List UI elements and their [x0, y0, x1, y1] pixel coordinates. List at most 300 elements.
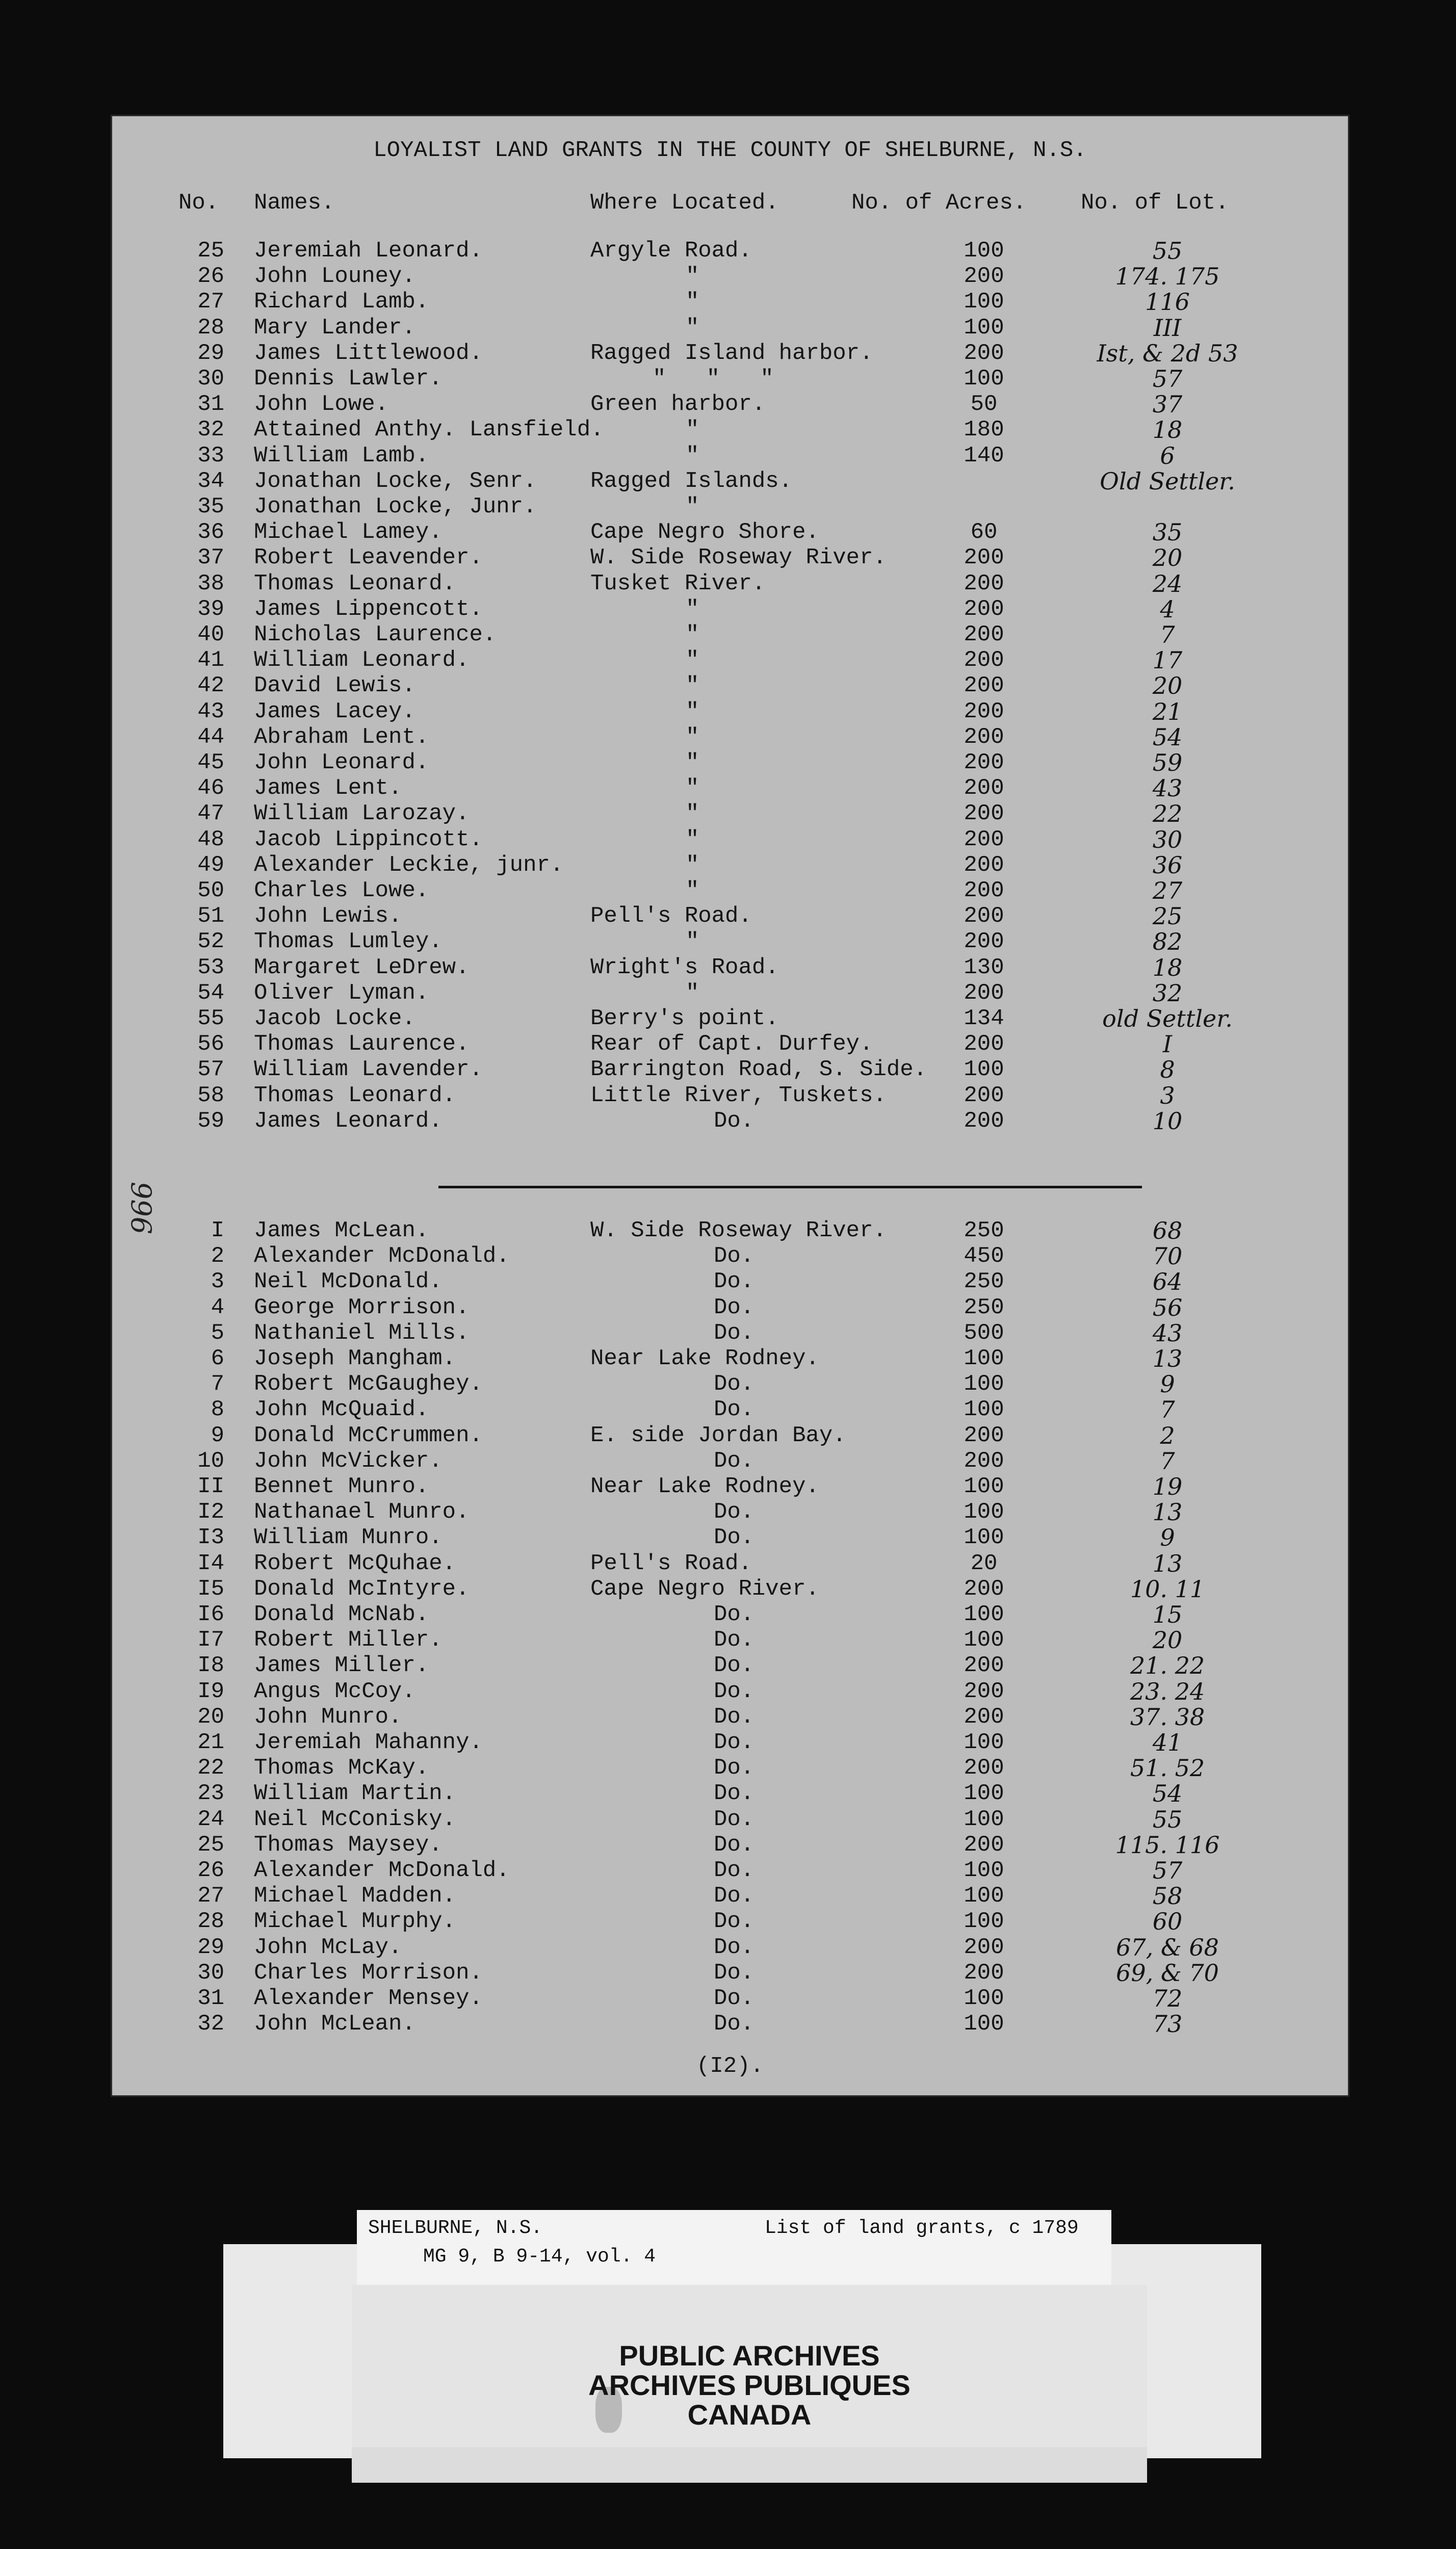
grant-number: 50 [197, 878, 224, 903]
grantee-name: James Lacey. [254, 698, 415, 724]
acres: 200 [964, 1576, 1004, 1602]
acres: 100 [964, 366, 1004, 392]
location: Do. [714, 1320, 755, 1346]
lot-number: 37. 38 [1130, 1703, 1205, 1731]
location: Do. [714, 1730, 755, 1755]
lot-number: 24 [1152, 569, 1183, 597]
acres: 200 [964, 852, 1004, 878]
grant-number: 41 [197, 647, 224, 673]
grant-number: 45 [197, 750, 224, 775]
lot-number: 9 [1160, 1524, 1175, 1552]
grant-number: 28 [197, 315, 224, 341]
grantee-name: Margaret LeDrew. [254, 954, 470, 980]
table-row [112, 749, 1348, 776]
grantee-name: Dennis Lawler. [254, 366, 443, 392]
grant-number: 4 [211, 1294, 224, 1320]
lot-number: 27 [1152, 877, 1183, 904]
grantee-name: William Munro. [254, 1525, 443, 1551]
acres: 200 [964, 340, 1004, 366]
lot-number: 37 [1152, 391, 1183, 419]
lot-number: 116 [1145, 288, 1190, 316]
acres: 100 [964, 1602, 1004, 1627]
acres: 250 [964, 1218, 1004, 1243]
lot-number: 32 [1152, 979, 1183, 1007]
table-row [112, 1601, 1348, 1628]
table-row [112, 1576, 1348, 1602]
grant-number: 31 [197, 1986, 224, 2011]
grant-number: I4 [197, 1550, 224, 1576]
grant-number: 46 [197, 775, 224, 801]
location: Pell's Road. [590, 903, 752, 929]
lot-number: 35 [1152, 518, 1183, 547]
lot-number: 13 [1152, 1498, 1183, 1526]
grant-number: 3 [211, 1269, 224, 1295]
grantee-name: Thomas Leonard. [254, 1082, 456, 1108]
location: Ragged Islands. [590, 468, 793, 494]
grant-number: 38 [197, 570, 224, 596]
table-row [112, 493, 1348, 520]
grantee-name: James Lippencott. [254, 596, 483, 622]
grantee-name: William Martin. [254, 1781, 456, 1807]
acres: 200 [964, 750, 1004, 775]
lot-number: 73 [1152, 2010, 1183, 2038]
lot-number: 115. 116 [1115, 1831, 1220, 1859]
acres: 200 [964, 1704, 1004, 1730]
location: " [686, 443, 699, 469]
acres: 100 [964, 1883, 1004, 1909]
grantee-name: Bennet Munro. [254, 1474, 429, 1499]
table-row [112, 1985, 1348, 2012]
table-row [112, 263, 1348, 290]
grant-number: 21 [197, 1730, 224, 1755]
grant-number: 26 [197, 264, 224, 290]
grantee-name: Alexander Mensey. [254, 1986, 483, 2011]
grant-number: 2 [211, 1243, 224, 1269]
location: Do. [714, 1525, 755, 1551]
table-row [112, 238, 1348, 264]
grantee-name: John Munro. [254, 1704, 402, 1730]
location: Do. [714, 1269, 755, 1295]
grantee-name: Jonathan Locke, Senr. [254, 468, 537, 494]
grantee-name: James McLean. [254, 1218, 429, 1243]
acres: 20 [970, 1550, 998, 1576]
lot-number: 174. 175 [1115, 263, 1220, 291]
acres: 100 [964, 1806, 1004, 1832]
acres: 100 [964, 1371, 1004, 1397]
lot-number: 30 [1152, 825, 1183, 853]
grant-number: 30 [197, 1960, 224, 1986]
header-acres: No. of Acres. [851, 190, 1027, 216]
lot-number: 43 [1152, 1319, 1183, 1347]
location: Do. [714, 1934, 755, 1960]
table-row [112, 980, 1348, 1006]
archive-name-en: PUBLIC ARCHIVES [619, 2339, 880, 2372]
table-row [112, 698, 1348, 725]
table-row [112, 852, 1348, 878]
acres: 100 [964, 1627, 1004, 1653]
lot-number: 10 [1152, 1107, 1183, 1135]
table-row [112, 443, 1348, 469]
location: Do. [714, 1832, 755, 1858]
grantee-name: Angus McCoy. [254, 1678, 415, 1704]
grantee-name: Alexander McDonald. [254, 1243, 510, 1269]
location: " [686, 289, 699, 315]
grant-number: 51 [197, 903, 224, 929]
table-row [112, 1729, 1348, 1756]
table-row [112, 2011, 1348, 2037]
margin-note: 996 [125, 1182, 157, 1235]
location: " [686, 826, 699, 852]
grantee-name: George Morrison. [254, 1294, 470, 1320]
grantee-name: Michael Madden. [254, 1883, 456, 1909]
lot-number: 43 [1152, 774, 1183, 802]
grant-number: 59 [197, 1108, 224, 1134]
grant-number: I2 [197, 1499, 224, 1525]
table-row [112, 672, 1348, 699]
location: " [686, 878, 699, 903]
lot-number: 70 [1152, 1242, 1183, 1270]
location: Cape Negro River. [590, 1576, 819, 1602]
lot-number: 20 [1152, 1626, 1183, 1654]
acres: 200 [964, 1422, 1004, 1448]
grantee-name: Attained Anthy. Lansfield. [254, 417, 604, 443]
grant-number: 22 [197, 1755, 224, 1781]
grant-number: 9 [211, 1422, 224, 1448]
grant-number: 25 [197, 238, 224, 264]
lot-number: 36 [1152, 851, 1183, 879]
lot-number: 59 [1152, 749, 1183, 776]
grant-number: 49 [197, 852, 224, 878]
location: " [686, 698, 699, 724]
acres: 200 [964, 570, 1004, 596]
table-row [112, 366, 1348, 392]
grant-number: I7 [197, 1627, 224, 1653]
table-row [112, 1883, 1348, 1909]
grantee-name: James Littlewood. [254, 340, 483, 366]
acres: 200 [964, 673, 1004, 699]
table-row [112, 1448, 1348, 1474]
table-row [112, 1056, 1348, 1083]
grantee-name: William Lamb. [254, 443, 429, 469]
table-row [112, 928, 1348, 955]
document-page [112, 116, 1348, 2095]
location: " [686, 417, 699, 443]
label-bottom-slip [352, 2447, 1147, 2483]
table-row [112, 775, 1348, 801]
lot-number: 67, & 68 [1116, 1933, 1219, 1961]
lot-number: 22 [1152, 800, 1183, 828]
table-row [112, 391, 1348, 418]
lot-number: 21. 22 [1130, 1652, 1205, 1680]
lot-number: Ist, & 2d 53 [1097, 339, 1238, 367]
lot-number: 7 [1160, 1396, 1175, 1424]
grant-number: 31 [197, 392, 224, 418]
location: Cape Negro Shore. [590, 519, 819, 545]
acres: 200 [964, 647, 1004, 673]
lot-number: old Settler. [1102, 1005, 1233, 1032]
grantee-name: John McLean. [254, 2011, 415, 2037]
table-row [112, 468, 1348, 495]
acres: 200 [964, 545, 1004, 571]
table-row [112, 1031, 1348, 1057]
acres: 50 [970, 392, 998, 418]
grant-number: I5 [197, 1576, 224, 1602]
acres: 100 [964, 1525, 1004, 1551]
location: Ragged Island harbor. [590, 340, 873, 366]
grantee-name: Thomas Leonard. [254, 570, 456, 596]
grant-number: 27 [197, 1883, 224, 1909]
location: " [686, 596, 699, 622]
lot-number: 57 [1152, 365, 1183, 393]
table-row [112, 1243, 1348, 1269]
lot-number: III [1153, 314, 1182, 342]
location: Do. [714, 1781, 755, 1807]
lot-number: 72 [1152, 1985, 1183, 2012]
grant-number: 34 [197, 468, 224, 494]
table-row [112, 1371, 1348, 1397]
grantee-name: Thomas Lumley. [254, 929, 443, 955]
location: Do. [714, 1960, 755, 1986]
location: Do. [714, 1499, 755, 1525]
grantee-name: Jonathan Locke, Junr. [254, 494, 537, 519]
location: Argyle Road. [590, 238, 752, 264]
grant-number: 56 [197, 1031, 224, 1057]
location: " [686, 647, 699, 673]
grant-number: 10 [197, 1448, 224, 1474]
acres: 100 [964, 1730, 1004, 1755]
grantee-name: Robert McGaughey. [254, 1371, 483, 1397]
table-row [112, 1960, 1348, 1986]
acres: 200 [964, 878, 1004, 903]
location: " [686, 775, 699, 801]
table-row [112, 1908, 1348, 1935]
location: " [686, 264, 699, 290]
grantee-name: John McVicker. [254, 1448, 443, 1474]
lot-number: Old Settler. [1100, 467, 1235, 495]
table-row [112, 724, 1348, 750]
location: Do. [714, 1627, 755, 1653]
lot-number: 55 [1152, 237, 1183, 265]
table-row [112, 544, 1348, 571]
location: Do. [714, 1883, 755, 1909]
grantee-name: James Lent. [254, 775, 402, 801]
lot-number: 17 [1152, 646, 1183, 674]
location: " [686, 622, 699, 647]
lot-number: 21 [1152, 697, 1183, 725]
grant-number: 57 [197, 1057, 224, 1083]
grantee-name: John Lowe. [254, 392, 389, 418]
lot-number: 18 [1152, 953, 1183, 981]
grant-number: I6 [197, 1602, 224, 1627]
grantee-name: John Leonard. [254, 750, 429, 775]
table-row [112, 1499, 1348, 1525]
grant-number: 55 [197, 1006, 224, 1031]
acres: 200 [964, 980, 1004, 1006]
acres: 500 [964, 1320, 1004, 1346]
location: " [686, 801, 699, 827]
location: Do. [714, 1678, 755, 1704]
acres: 200 [964, 1448, 1004, 1474]
lot-number: 19 [1152, 1473, 1183, 1500]
acres: 100 [964, 315, 1004, 341]
grant-number: 32 [197, 2011, 224, 2037]
lot-number: 56 [1152, 1293, 1183, 1321]
acres: 100 [964, 2011, 1004, 2037]
acres: 60 [970, 519, 998, 545]
lot-number: 13 [1152, 1345, 1183, 1372]
acres: 200 [964, 1755, 1004, 1781]
grantee-name: Alexander McDonald. [254, 1858, 510, 1883]
table-row [112, 1934, 1348, 1961]
table-row [112, 596, 1348, 622]
grantee-name: Alexander Leckie, junr. [254, 852, 564, 878]
location: " [686, 673, 699, 699]
location: Do. [714, 1755, 755, 1781]
acres: 450 [964, 1243, 1004, 1269]
lot-number: 6 [1160, 441, 1175, 470]
acres: 100 [964, 1858, 1004, 1883]
location: Near Lake Rodney. [590, 1474, 819, 1499]
location: E. side Jordan Bay. [590, 1422, 846, 1448]
location: " [686, 929, 699, 955]
acres: 100 [964, 289, 1004, 315]
location: " [686, 750, 699, 775]
grantee-name: John Louney. [254, 264, 415, 290]
lot-number: 60 [1152, 1908, 1183, 1936]
location: Rear of Capt. Durfey. [590, 1031, 873, 1057]
header-names: Names. [254, 190, 335, 216]
grantee-name: William Larozay. [254, 801, 470, 827]
header-no: No. [178, 190, 219, 216]
lot-number: 64 [1152, 1268, 1183, 1296]
grantee-name: John Lewis. [254, 903, 402, 929]
grantee-name: Thomas Maysey. [254, 1832, 443, 1858]
acres: 200 [964, 1832, 1004, 1858]
location: Do. [714, 1602, 755, 1627]
location: Barrington Road, S. Side. [590, 1057, 927, 1083]
grant-number: 28 [197, 1909, 224, 1935]
grant-number: I8 [197, 1653, 224, 1679]
grant-number: 6 [211, 1346, 224, 1371]
grant-number: 53 [197, 954, 224, 980]
acres: 200 [964, 264, 1004, 290]
grant-number: 29 [197, 340, 224, 366]
acres: 200 [964, 596, 1004, 622]
location: Near Lake Rodney. [590, 1346, 819, 1371]
acres: 200 [964, 698, 1004, 724]
grant-number: 35 [197, 494, 224, 519]
location: Do. [714, 1806, 755, 1832]
page-number: (I2). [696, 2053, 764, 2079]
acres: 100 [964, 1781, 1004, 1807]
acres: 200 [964, 1934, 1004, 1960]
grantee-name: Robert Miller. [254, 1627, 443, 1653]
grantee-name: John McLay. [254, 1934, 402, 1960]
grant-number: 39 [197, 596, 224, 622]
location: Do. [714, 1371, 755, 1397]
grantee-name: Michael Lamey. [254, 519, 443, 545]
table-row [112, 1108, 1348, 1134]
grantee-name: John McQuaid. [254, 1397, 429, 1423]
acres: 200 [964, 929, 1004, 955]
table-row [112, 289, 1348, 315]
location: Pell's Road. [590, 1550, 752, 1576]
grant-number: I9 [197, 1678, 224, 1704]
lot-number: 18 [1152, 416, 1183, 444]
grant-number: 54 [197, 980, 224, 1006]
lot-number: 68 [1152, 1217, 1183, 1244]
table-row [112, 1320, 1348, 1346]
grant-number: 43 [197, 698, 224, 724]
location: Do. [714, 1108, 755, 1134]
lot-number: 54 [1152, 1780, 1183, 1808]
table-row [112, 1652, 1348, 1679]
table-row [112, 1473, 1348, 1500]
lot-number: 7 [1160, 621, 1175, 648]
grantee-name: Jacob Locke. [254, 1006, 415, 1031]
location: " [686, 852, 699, 878]
grant-number: 36 [197, 519, 224, 545]
lot-number: 7 [1160, 1447, 1175, 1475]
header-where: Where Located. [590, 190, 779, 216]
grant-number: 30 [197, 366, 224, 392]
grantee-name: Abraham Lent. [254, 724, 429, 750]
section-divider [438, 1186, 1142, 1188]
lot-number: 9 [1160, 1370, 1175, 1398]
grantee-name: Robert Leavender. [254, 545, 483, 571]
lot-number: I [1162, 1030, 1173, 1058]
table-row [112, 954, 1348, 981]
grantee-name: Neil McDonald. [254, 1269, 443, 1295]
table-row [112, 647, 1348, 673]
acres: 200 [964, 622, 1004, 647]
location: Do. [714, 1653, 755, 1679]
acres: 100 [964, 1346, 1004, 1371]
acres: 100 [964, 1397, 1004, 1423]
acres: 250 [964, 1294, 1004, 1320]
grant-number: 26 [197, 1858, 224, 1883]
location: Do. [714, 1243, 755, 1269]
acres: 100 [964, 1909, 1004, 1935]
table-row [112, 417, 1348, 443]
table-row [112, 1294, 1348, 1321]
acres: 200 [964, 1108, 1004, 1134]
location: W. Side Roseway River. [590, 545, 887, 571]
grant-number: 5 [211, 1320, 224, 1346]
table-row [112, 1627, 1348, 1653]
acres: 100 [964, 1986, 1004, 2011]
location: " [686, 315, 699, 341]
acres: 180 [964, 417, 1004, 443]
table-row [112, 1005, 1348, 1032]
table-row [112, 903, 1348, 929]
table-row [112, 570, 1348, 597]
grantee-name: William Lavender. [254, 1057, 483, 1083]
location: Do. [714, 1986, 755, 2011]
acres: 134 [964, 1006, 1004, 1031]
table-row [112, 1268, 1348, 1295]
acres: 250 [964, 1269, 1004, 1295]
lot-number: 25 [1152, 902, 1183, 930]
grantee-name: Jeremiah Leonard. [254, 238, 483, 264]
acres: 100 [964, 1499, 1004, 1525]
grantee-name: Richard Lamb. [254, 289, 429, 315]
table-row [112, 621, 1348, 648]
grantee-name: Donald McIntyre. [254, 1576, 470, 1602]
grantee-name: Michael Murphy. [254, 1909, 456, 1935]
location: " [686, 494, 699, 519]
grant-number: 52 [197, 929, 224, 955]
